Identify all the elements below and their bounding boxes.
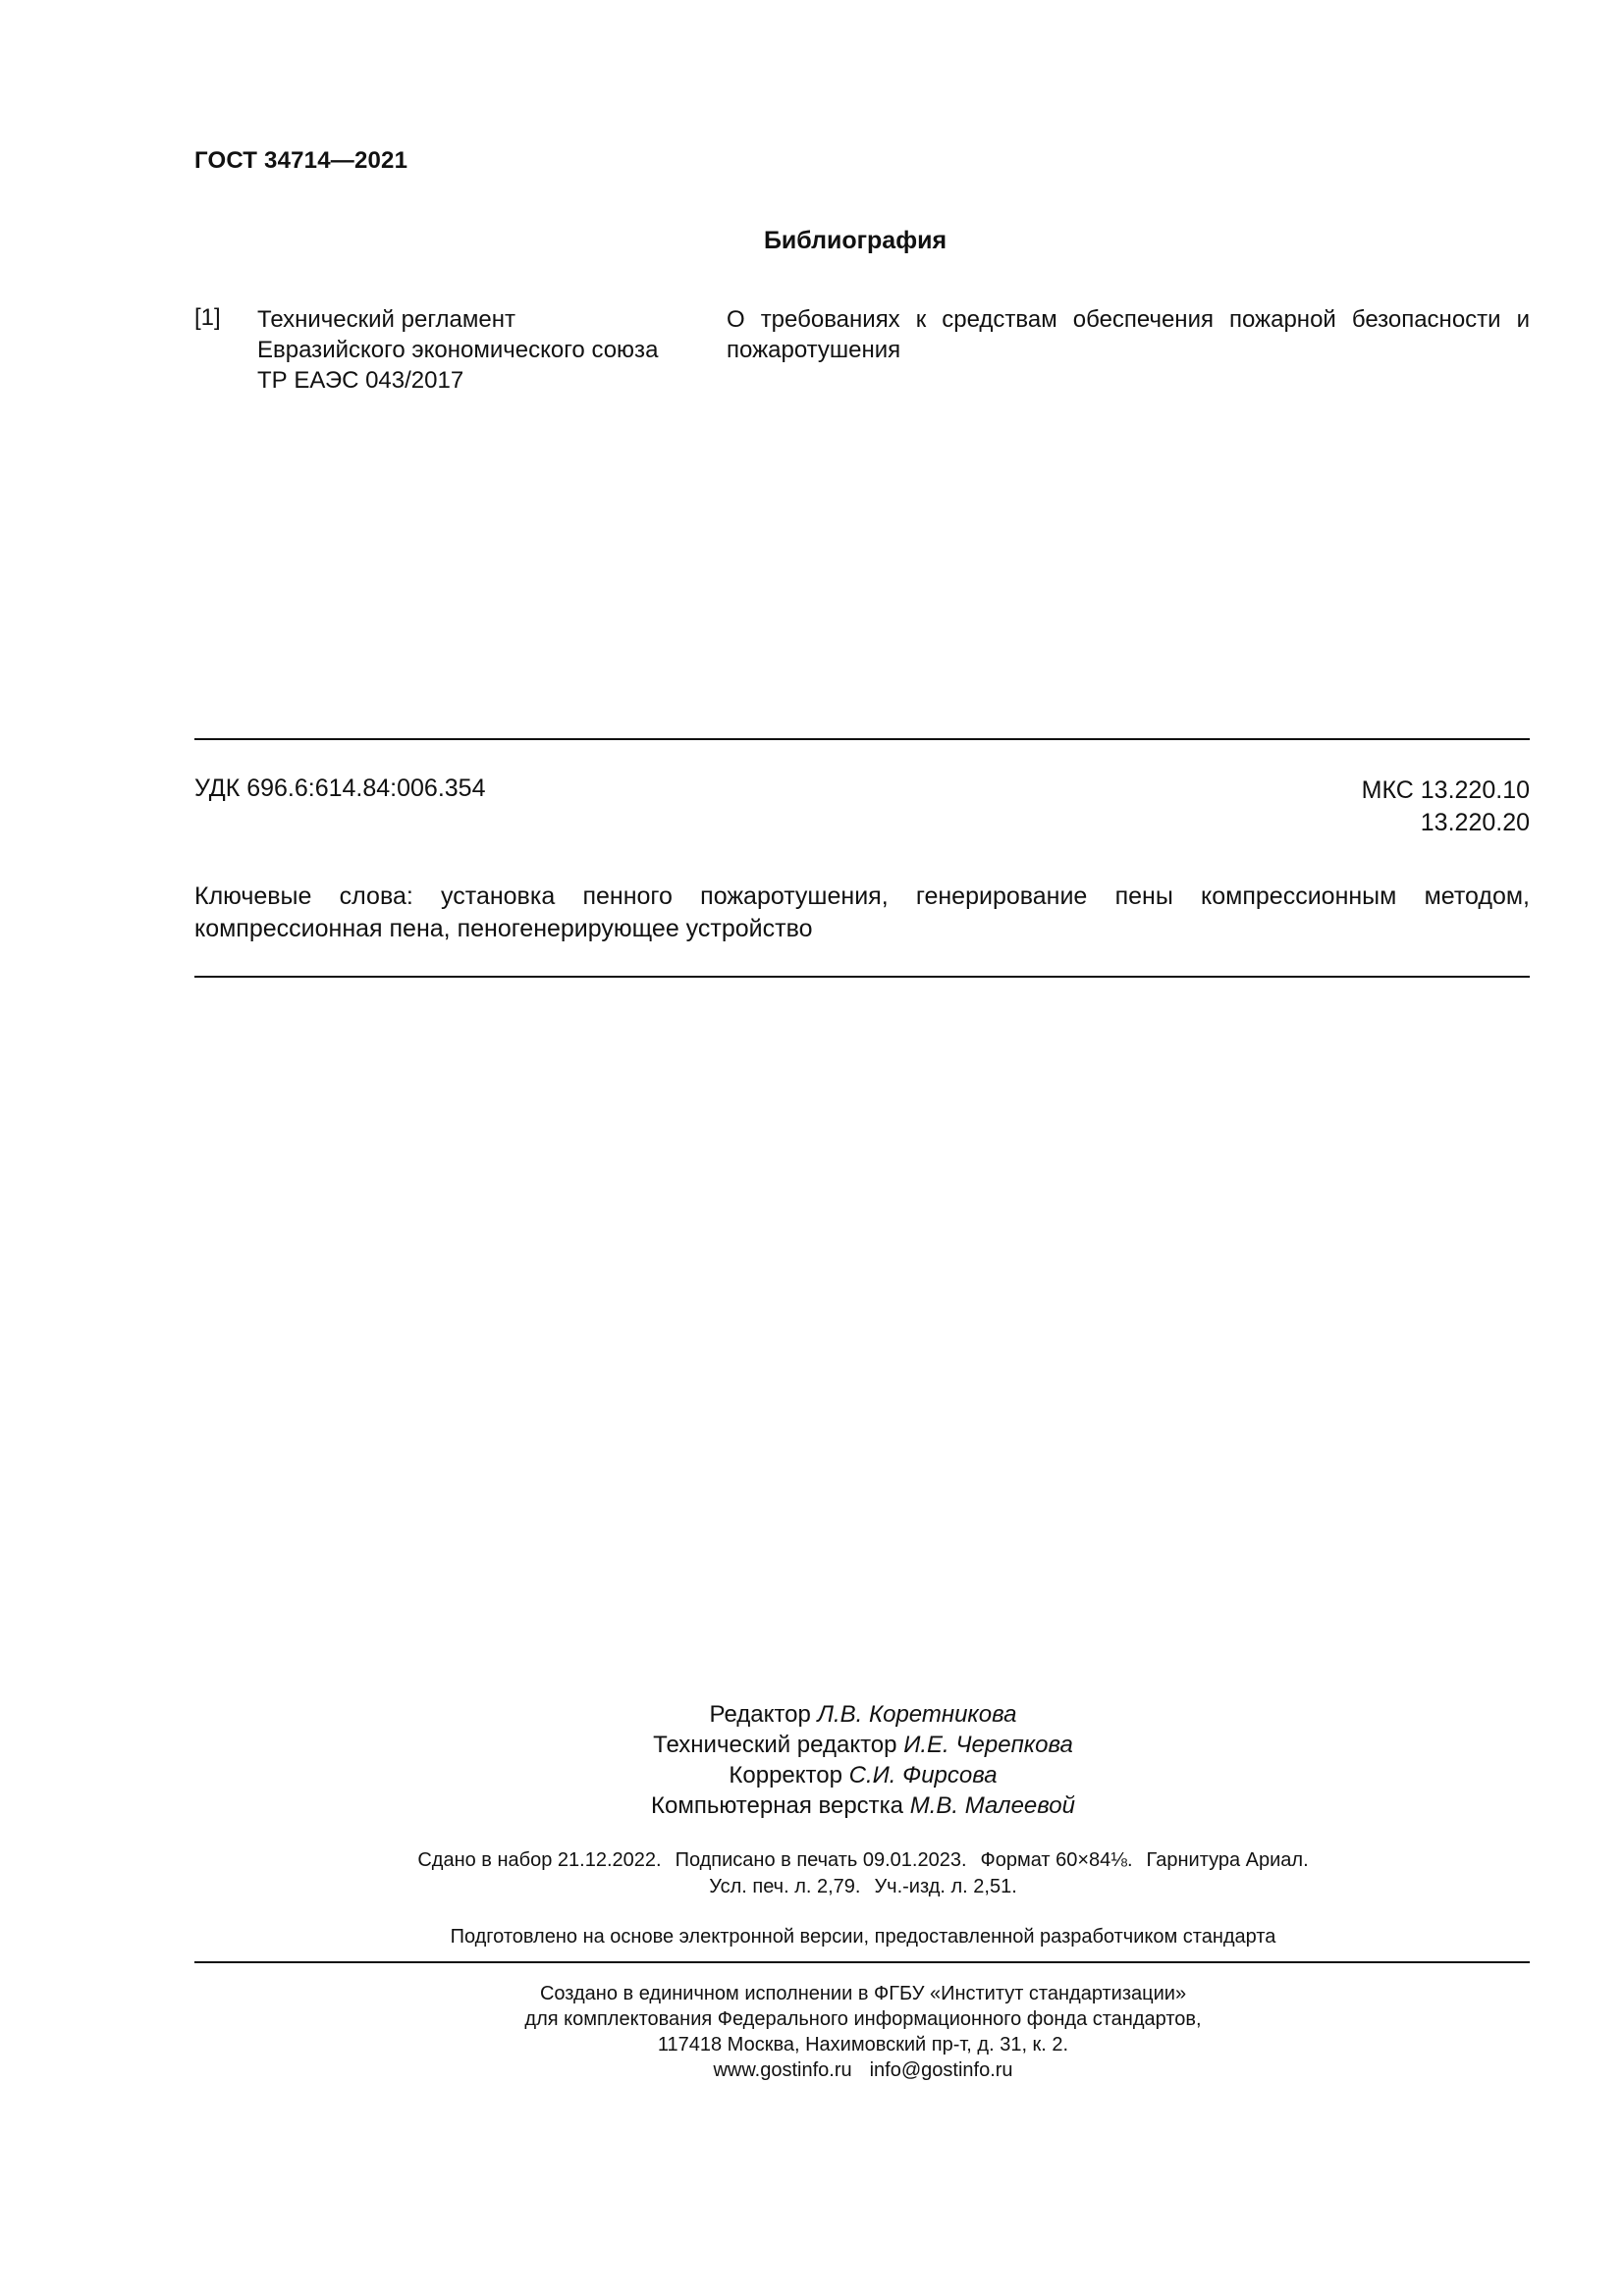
separator-line — [194, 976, 1530, 978]
staff-name: И.Е. Черепкова — [903, 1732, 1073, 1758]
mks-codes — [1362, 774, 1530, 839]
edition-sheets: Уч.-изд. л. 2,51. — [874, 1876, 1017, 1897]
reference-description: О требованиях к средствам обеспечения пожарной безопасности и пожаротушения — [727, 306, 1530, 363]
reference-source-line: Евразийского экономического союза — [257, 337, 659, 363]
print-info-line — [0, 1847, 1624, 1874]
udk-code: УДК 696.6:614.84:006.354 — [194, 774, 486, 802]
footer-line: для комплектования Федерального информационного фонда стандартов, — [524, 2008, 1202, 2030]
mks-code-line: 13.220.20 — [1420, 809, 1530, 836]
footer-line: 117418 Москва, Нахимовский пр-т, д. 31, к. 2. — [657, 2034, 1069, 2056]
print-sent: Сдано в набор 21.12.2022. — [417, 1849, 662, 1871]
print-info — [0, 1847, 1624, 1900]
email-link[interactable]: info@gostinfo.ru — [869, 2059, 1013, 2081]
prepared-note: Подготовлено на основе электронной версии, предоставленной разработчиком стандарта — [450, 1926, 1276, 1948]
footer-contacts — [0, 2057, 1624, 2083]
staff-name: С.И. Фирсова — [848, 1762, 998, 1789]
reference-source-line: Технический регламент — [257, 306, 515, 333]
staff-role: Редактор — [709, 1701, 811, 1728]
footer-line: Создано в единичном исполнении в ФГБУ «Институт стандартизации» — [539, 1983, 1187, 2004]
staff-line — [0, 1760, 1624, 1790]
reference-source — [257, 304, 658, 396]
editorial-staff — [0, 1699, 1624, 1821]
staff-role: Технический редактор — [653, 1732, 897, 1758]
staff-line — [0, 1699, 1624, 1730]
bibliography-title: Библиография — [763, 227, 947, 254]
print-format: Формат 60×84⅛. — [980, 1849, 1133, 1871]
reference-source-line: ТР ЕАЭС 043/2017 — [257, 367, 464, 394]
staff-line — [0, 1730, 1624, 1760]
print-sheets: Усл. печ. л. 2,79. — [709, 1876, 861, 1897]
publisher-footer — [0, 1981, 1624, 2083]
print-font: Гарнитура Ариал. — [1146, 1849, 1309, 1871]
separator-line — [194, 738, 1530, 740]
staff-name: М.В. Малеевой — [909, 1792, 1075, 1819]
staff-role: Компьютерная верстка — [651, 1792, 904, 1819]
print-signed: Подписано в печать 09.01.2023. — [675, 1849, 967, 1871]
staff-line — [0, 1790, 1624, 1821]
staff-name: Л.В. Коретникова — [817, 1701, 1017, 1728]
mks-code-line: МКС 13.220.10 — [1361, 776, 1530, 804]
separator-line — [194, 1961, 1530, 1963]
reference-number: [1] — [194, 304, 221, 331]
document-code: ГОСТ 34714—2021 — [194, 147, 408, 174]
website-link[interactable]: www.gostinfo.ru — [713, 2059, 852, 2081]
print-info-line — [0, 1874, 1624, 1900]
staff-role: Корректор — [729, 1762, 842, 1789]
keywords: Ключевые слова: установка пенного пожаротушения, генерирование пены компрессионным методом, компрессионная пена, пеногенерирующее устройство — [194, 882, 1530, 942]
